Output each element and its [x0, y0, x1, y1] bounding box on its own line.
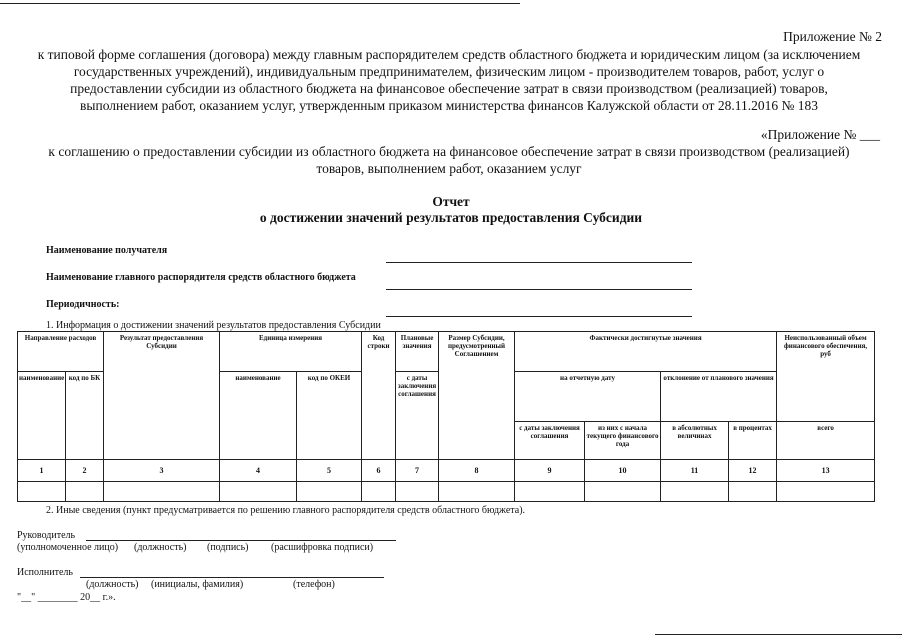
col-number: 6 — [362, 460, 396, 482]
header-planned: Плановые значения — [396, 332, 439, 372]
col-number: 10 — [585, 460, 661, 482]
header-size: Размер Субсидии, предусмотренный Соглашением — [439, 332, 515, 460]
executor-initials-label: (инициалы, фамилия) — [151, 579, 244, 590]
periodicity-input-line[interactable] — [386, 316, 692, 317]
section2-text: 2. Иные сведения (пункт предусматривается по решению главного распорядителя средств областного бюджета). — [46, 505, 526, 516]
header-unused: Неиспользованный объем финансового обеспечения, руб — [777, 332, 875, 422]
col-number: 2 — [66, 460, 104, 482]
col-number: 7 — [396, 460, 439, 482]
report-subtitle: о достижении значений результатов предоставления Субсидии — [259, 210, 643, 225]
data-cell[interactable] — [661, 482, 729, 502]
header-unit: Единица измерения — [220, 332, 362, 372]
appendix-line: выполнением работ, оказанием услуг, утвержденным приказом министерства финансов Калужской области от 28.11.2016 № 183 — [80, 98, 818, 113]
signature-label: (подпись) — [207, 542, 249, 553]
header-from-agreement: с даты заключения соглашения — [515, 422, 585, 460]
col-number: 13 — [777, 460, 875, 482]
col-number: 9 — [515, 460, 585, 482]
agreement-appendix-text — [14, 143, 884, 177]
data-cell[interactable] — [220, 482, 297, 502]
col-number: 11 — [661, 460, 729, 482]
data-cell[interactable] — [104, 482, 220, 502]
recipient-input-line[interactable] — [386, 262, 692, 263]
head-label: Руководитель — [17, 530, 76, 541]
data-cell[interactable] — [585, 482, 661, 502]
header-abs: в абсолютных величинах — [661, 422, 729, 460]
agreement-appendix-title: «Приложение № ___ — [760, 127, 880, 142]
date-line: "__" ________ 20__ г.». — [17, 592, 116, 603]
header-report-date: на отчетную дату — [515, 372, 661, 422]
col-number: 1 — [18, 460, 66, 482]
header-total: всего — [777, 422, 875, 460]
header-actual: Фактически достигнутые значения — [515, 332, 777, 372]
section1-heading: 1. Информация о достижении значений результатов предоставления Субсидии — [46, 320, 381, 331]
header-from-year: из них с начала текущего финансового года — [585, 422, 661, 460]
data-cell[interactable] — [18, 482, 66, 502]
col-number: 4 — [220, 460, 297, 482]
data-cell[interactable] — [362, 482, 396, 502]
header-expense: Направление расходов — [18, 332, 104, 372]
periodicity-label: Периодичность: — [46, 299, 120, 310]
data-cell[interactable] — [439, 482, 515, 502]
data-cell[interactable] — [396, 482, 439, 502]
data-cell[interactable] — [777, 482, 875, 502]
appendix-line: к типовой форме соглашения (договора) между главным распорядителем средств областного бюджета и юридическим лицом (за исключением — [37, 47, 861, 62]
header-name: наименование — [18, 372, 66, 460]
header-okei: код по ОКЕИ — [297, 372, 362, 460]
data-cell[interactable] — [729, 482, 777, 502]
col-number: 3 — [104, 460, 220, 482]
header-result: Результат предоставления Субсидии — [104, 332, 220, 460]
col-number: 12 — [729, 460, 777, 482]
header-code-row: Код строки — [362, 332, 396, 460]
header-pct: в процентах — [729, 422, 777, 460]
appendix-line: государственных учреждений), индивидуальным предпринимателем, физическим лицом - производителем товаров, работ, услуг о — [73, 64, 825, 79]
data-cell[interactable] — [66, 482, 104, 502]
agreement-line: к соглашению о предоставлении субсидии из областного бюджета на финансовое обеспечение затрат в связи производством (реализацией) — [48, 144, 850, 159]
executor-label: Исполнитель — [17, 567, 73, 578]
executor-phone-label: (телефон) — [293, 579, 335, 590]
header-plan-date: с даты заключения соглашения — [396, 372, 439, 460]
data-cell[interactable] — [515, 482, 585, 502]
report-title: Отчет — [432, 194, 470, 209]
header-unit-name: наименование — [220, 372, 297, 460]
appendix-title: Приложение № 2 — [783, 29, 882, 44]
recipient-label: Наименование получателя — [46, 245, 168, 256]
bottom-rule — [655, 634, 902, 635]
distributor-input-line[interactable] — [386, 289, 692, 290]
head-signature-line[interactable] — [86, 540, 396, 541]
col-number: 5 — [297, 460, 362, 482]
executor-signature-line[interactable] — [80, 577, 384, 578]
col-number: 8 — [439, 460, 515, 482]
agreement-line: товаров, выполнением работ, оказанием услуг — [316, 161, 582, 176]
top-rule — [0, 3, 520, 4]
header-deviation: отклонение от планового значения — [661, 372, 777, 422]
header-kbk: код по БК — [66, 372, 104, 460]
data-cell[interactable] — [297, 482, 362, 502]
appendix-text — [14, 46, 884, 114]
results-table — [17, 331, 875, 502]
distributor-label: Наименование главного распорядителя средств областного бюджета — [46, 272, 356, 283]
head-sub-label: (уполномоченное лицо) — [17, 542, 119, 553]
appendix-line: предоставлении субсидии из областного бюджета на финансовое обеспечение затрат в связи производством (реализацией) товаров, — [70, 81, 828, 96]
executor-position-label: (должность) — [86, 579, 139, 590]
position-label: (должность) — [134, 542, 187, 553]
decoding-label: (расшифровка подписи) — [271, 542, 374, 553]
